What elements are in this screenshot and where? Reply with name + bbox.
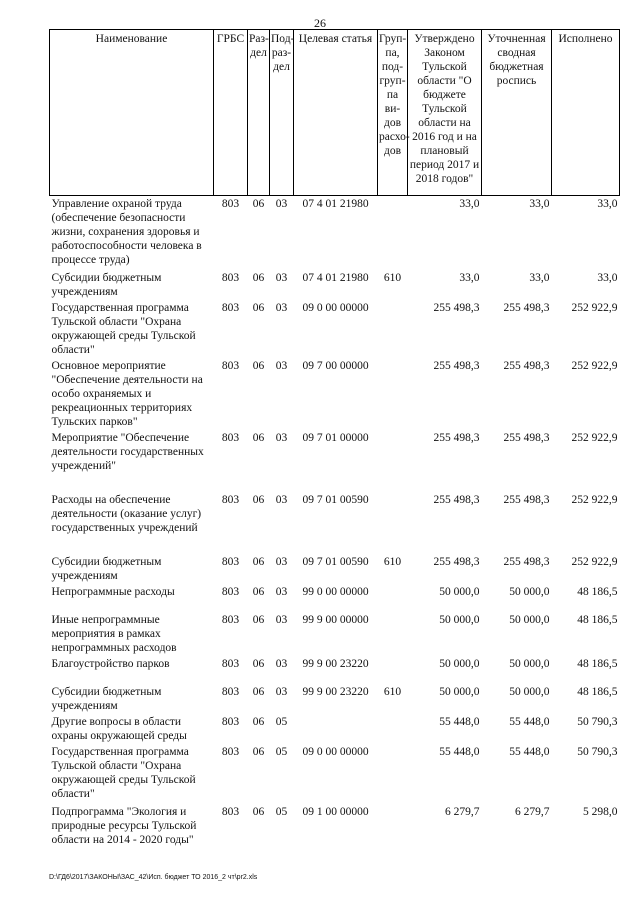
header-article: Целевая статья (294, 30, 378, 196)
cell-refined: 255 498,3 (503, 301, 550, 314)
cell-group (378, 714, 408, 744)
cell-refined: 55 448,0 (509, 715, 550, 728)
cell-name: Другие вопросы в области охраны окружающей среды (51, 715, 187, 742)
cell-pr: 03 (275, 301, 288, 314)
cell-article (294, 714, 378, 744)
cell-razdel: 06 (252, 715, 265, 728)
cell-refined: 255 498,3 (503, 431, 550, 444)
table-row (50, 714, 620, 744)
cell-name: Непрограммные расходы (51, 585, 175, 598)
table-row (50, 430, 620, 492)
cell-razdel: 06 (252, 585, 265, 598)
cell-razdel: 06 (252, 359, 265, 372)
cell-name: Субсидии бюджетным учреждениям (51, 685, 162, 712)
table-row (50, 584, 620, 612)
cell-group (378, 612, 408, 656)
page-number: 26 (314, 16, 326, 30)
header-approved: Утверждено Законом Тульской области "О бюджете Тульской области на 2016 год и на плановый период 2017 и 2018 годов" (408, 30, 482, 196)
cell-article: 99 0 00 00000 (302, 585, 369, 598)
cell-article: 09 7 00 00000 (302, 359, 369, 372)
cell-pr: 03 (275, 271, 288, 284)
cell-article: 99 9 00 23220 (302, 685, 369, 698)
table-row (50, 744, 620, 804)
table-row (50, 358, 620, 430)
cell-group (378, 804, 408, 862)
cell-pr: 03 (275, 555, 288, 568)
cell-name: Государственная программа Тульской области "Охрана окружающей среды Тульской области" (51, 745, 196, 800)
cell-name: Иные непрограммные мероприятия в рамках непрограммных расходов (51, 613, 177, 654)
cell-razdel: 06 (252, 685, 265, 698)
cell-refined: 50 000,0 (509, 685, 550, 698)
cell-group: 610 (383, 555, 402, 568)
cell-grbs: 803 (221, 555, 240, 568)
cell-name: Субсидии бюджетным учреждениям (51, 271, 162, 298)
cell-refined: 255 498,3 (503, 359, 550, 372)
cell-approved: 55 448,0 (439, 715, 480, 728)
cell-name: Расходы на обеспечение деятельности (оказание услуг) государственных учреждений (51, 493, 202, 534)
table-row (50, 656, 620, 684)
cell-approved: 50 000,0 (439, 613, 480, 626)
cell-refined: 50 000,0 (509, 585, 550, 598)
cell-group: 610 (383, 271, 402, 284)
cell-executed: 48 186,5 (577, 585, 618, 598)
cell-name: Управление охраной труда (обеспечение безопасности жизни, сохранения здоровья и работоспособности человека в процессе труда) (51, 198, 202, 266)
cell-article: 09 0 00 00000 (302, 301, 369, 314)
file-path-footer: D:\ГД6\2017\ЗАКОНЫ\ЗАС_42\Исп. бюджет ТО 2016_2 чт\pr2.xls (49, 874, 258, 881)
cell-refined: 50 000,0 (509, 613, 550, 626)
header-name: Наименование (50, 30, 214, 196)
header-podrazdel: Под-раз-дел (270, 30, 294, 196)
header-refined: Уточненная сводная бюджетная роспись (482, 30, 552, 196)
cell-group (378, 196, 408, 270)
cell-approved: 50 000,0 (439, 657, 480, 670)
cell-executed: 252 922,9 (571, 555, 618, 568)
cell-article: 99 9 00 00000 (302, 613, 369, 626)
cell-group (378, 584, 408, 612)
header-group: Груп-па, под-груп-па ви-дов расхо-дов (378, 30, 408, 196)
cell-article: 09 7 01 00000 (302, 431, 369, 444)
cell-approved: 33,0 (459, 271, 480, 284)
cell-name: Субсидии бюджетным учреждениям (51, 555, 162, 582)
cell-refined: 6 279,7 (515, 805, 550, 818)
cell-article: 07 4 01 21980 (302, 198, 369, 210)
cell-grbs: 803 (221, 301, 240, 314)
cell-group (378, 358, 408, 430)
cell-name: Основное мероприятие "Обеспечение деятельности на особо охраняемых и рекреационных территориях Тульских парков" (51, 359, 203, 428)
budget-table (49, 29, 620, 862)
cell-article: 09 0 00 00000 (302, 745, 369, 758)
cell-refined: 50 000,0 (509, 657, 550, 670)
cell-grbs: 803 (221, 585, 240, 598)
cell-grbs: 803 (221, 657, 240, 670)
cell-executed: 48 186,5 (577, 613, 618, 626)
cell-grbs: 803 (221, 359, 240, 372)
cell-name: Государственная программа Тульской области "Охрана окружающей среды Тульской области" (51, 301, 196, 356)
cell-approved: 55 448,0 (439, 745, 480, 758)
table-row (50, 612, 620, 656)
cell-refined: 33,0 (529, 198, 550, 210)
cell-article: 09 7 01 00590 (302, 493, 369, 506)
cell-executed: 5 298,0 (583, 805, 618, 818)
cell-pr: 03 (275, 198, 288, 210)
cell-grbs: 803 (221, 805, 240, 818)
cell-razdel: 06 (252, 198, 265, 210)
table-row (50, 684, 620, 714)
table-row (50, 554, 620, 584)
cell-approved: 50 000,0 (439, 685, 480, 698)
cell-approved: 255 498,3 (433, 359, 480, 372)
cell-executed: 33,0 (597, 271, 618, 284)
cell-razdel: 06 (252, 613, 265, 626)
cell-razdel: 06 (252, 271, 265, 284)
cell-article: 07 4 01 21980 (302, 271, 369, 284)
header-grbs: ГРБС (214, 30, 248, 196)
cell-grbs: 803 (221, 271, 240, 284)
cell-approved: 6 279,7 (445, 805, 480, 818)
cell-grbs: 803 (221, 613, 240, 626)
cell-executed: 50 790,3 (577, 745, 618, 758)
cell-executed: 252 922,9 (571, 493, 618, 506)
cell-approved: 50 000,0 (439, 585, 480, 598)
cell-razdel: 06 (252, 555, 265, 568)
cell-pr: 03 (275, 685, 288, 698)
cell-executed: 48 186,5 (577, 685, 618, 698)
cell-razdel: 06 (252, 301, 265, 314)
cell-refined: 55 448,0 (509, 745, 550, 758)
cell-refined: 255 498,3 (503, 555, 550, 568)
header-executed: Исполнено (552, 30, 620, 196)
cell-grbs: 803 (221, 685, 240, 698)
cell-grbs: 803 (221, 715, 240, 728)
cell-razdel: 06 (252, 493, 265, 506)
cell-group (378, 492, 408, 554)
cell-article: 99 9 00 23220 (302, 657, 369, 670)
header-razdel: Раз-дел (248, 30, 270, 196)
cell-razdel: 06 (252, 431, 265, 444)
cell-grbs: 803 (221, 745, 240, 758)
table-row (50, 804, 620, 862)
cell-approved: 255 498,3 (433, 431, 480, 444)
cell-name: Мероприятие "Обеспечение деятельности государственных учреждений" (51, 431, 204, 472)
cell-grbs: 803 (221, 493, 240, 506)
cell-refined: 33,0 (529, 271, 550, 284)
cell-executed: 50 790,3 (577, 715, 618, 728)
cell-approved: 255 498,3 (433, 493, 480, 506)
cell-pr: 03 (275, 359, 288, 372)
cell-group (378, 744, 408, 804)
cell-executed: 33,0 (597, 198, 618, 210)
cell-article: 09 7 01 00590 (302, 555, 369, 568)
table-row (50, 196, 620, 270)
table-header (50, 30, 620, 196)
cell-name: Благоустройство парков (51, 657, 170, 670)
cell-pr: 05 (275, 715, 288, 728)
cell-name: Подпрограмма "Экология и природные ресурсы Тульской области на 2014 - 2020 годы" (51, 805, 197, 846)
cell-group (378, 430, 408, 492)
table-row (50, 270, 620, 300)
cell-executed: 252 922,9 (571, 359, 618, 372)
cell-razdel: 06 (252, 657, 265, 670)
cell-grbs: 803 (221, 198, 240, 210)
cell-approved: 255 498,3 (433, 301, 480, 314)
table-row (50, 492, 620, 554)
table-row (50, 300, 620, 358)
cell-pr: 05 (275, 745, 288, 758)
cell-executed: 252 922,9 (571, 431, 618, 444)
cell-pr: 03 (275, 657, 288, 670)
cell-article: 09 1 00 00000 (302, 805, 369, 818)
cell-grbs: 803 (221, 431, 240, 444)
cell-group (378, 300, 408, 358)
cell-pr: 03 (275, 613, 288, 626)
cell-razdel: 06 (252, 805, 265, 818)
cell-pr: 03 (275, 493, 288, 506)
cell-pr: 03 (275, 431, 288, 444)
cell-group (378, 656, 408, 684)
cell-approved: 255 498,3 (433, 555, 480, 568)
cell-razdel: 06 (252, 745, 265, 758)
cell-approved: 33,0 (459, 198, 480, 210)
cell-pr: 03 (275, 585, 288, 598)
cell-executed: 252 922,9 (571, 301, 618, 314)
cell-refined: 255 498,3 (503, 493, 550, 506)
cell-group: 610 (383, 685, 402, 698)
cell-executed: 48 186,5 (577, 657, 618, 670)
cell-pr: 05 (275, 805, 288, 818)
